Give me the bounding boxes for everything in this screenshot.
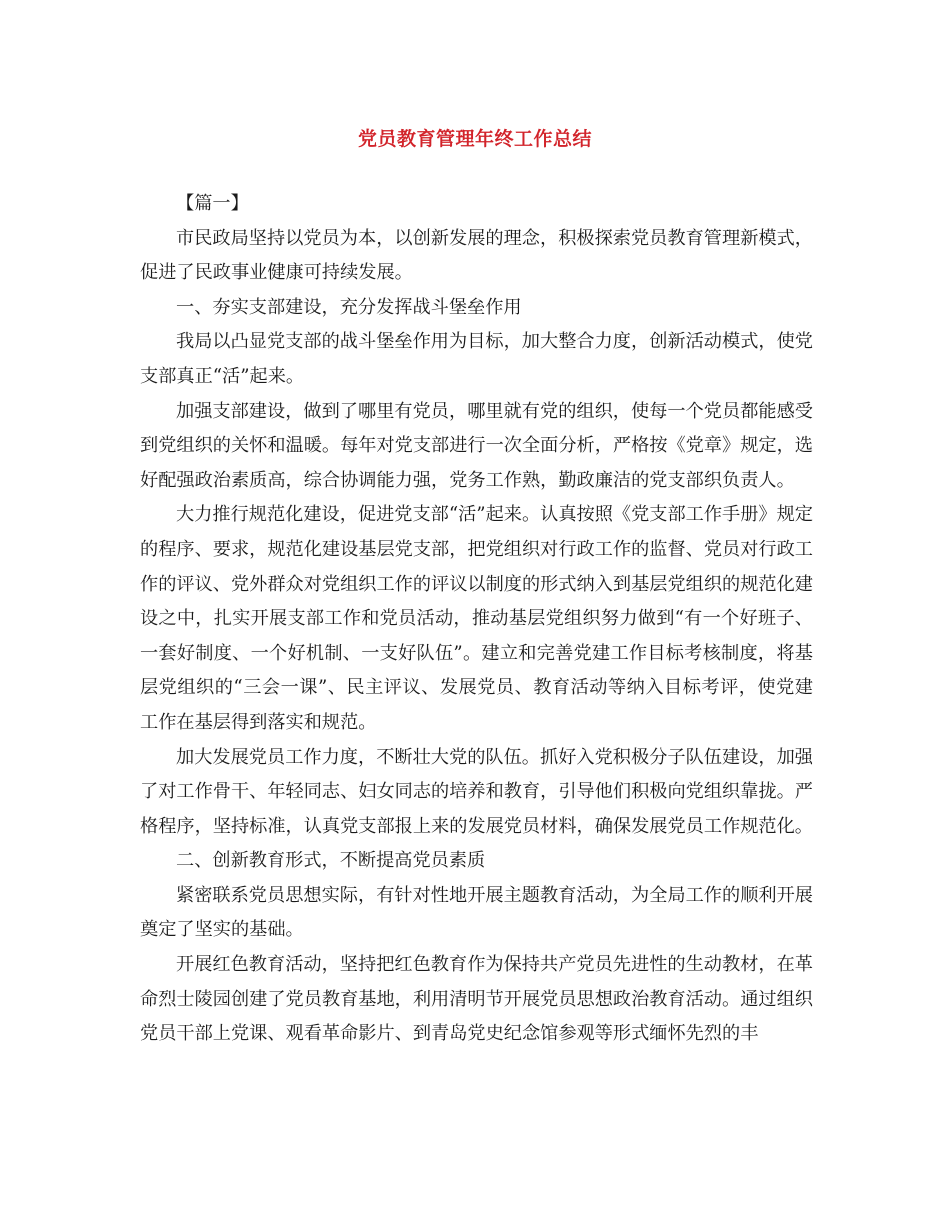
section-marker: 【篇一】 [176,193,249,214]
section-heading-2: 二、创新教育形式，不断提高党员素质 [176,850,486,872]
paragraph: 紧密联系党员思想实际，有针对性地开展主题教育活动，为全局工作的顺利开展奠定了坚实的基础。 [140,884,813,941]
section-heading-1: 一、夯实支部建设，充分发挥战斗堡垒作用 [176,296,522,318]
document-body [140,187,813,1052]
paragraph-intro: 市民政局坚持以党员为本，以创新发展的理念，积极探索党员教育管理新模式，促进了民政事业健康可持续发展。 [140,227,813,284]
paragraph: 开展红色教育活动，坚持把红色教育作为保持共产党员先进性的生动教材，在革命烈士陵园创建了党员教育基地，利用清明节开展党员思想政治教育活动。通过组织党员干部上党课、观看革命影片、到青岛党史纪念馆参观等形式缅怀先烈的丰 [140,954,813,1045]
paragraph: 大力推行规范化建设，促进党支部“活”起来。认真按照《党支部工作手册》规定的程序、要求，规范化建设基层党支部，把党组织对行政工作的监督、党员对行政工作的评议、党外群众对党组织工作的评议以制度的形式纳入到基层党组织的规范化建设之中，扎实开展支部工作和党员活动，推动基层党组织努力做到“有一个好班子、一套好制度、一个好机制、一支好队伍”。建立和完善党建工作目标考核制度，将基层党组织的“三会一课”、民主评议、发展党员、教育活动等纳入目标考评，使党建工作在基层得到落实和规范。 [140,504,813,733]
paragraph: 加强支部建设，做到了哪里有党员，哪里就有党的组织，使每一个党员都能感受到党组织的关怀和温暖。每年对党支部进行一次全面分析，严格按《党章》规定，选好配强政治素质高，综合协调能力强，党务工作熟，勤政廉洁的党支部织负责人。 [140,400,813,491]
document-title: 党员教育管理年终工作总结 [357,128,592,150]
paragraph: 我局以凸显党支部的战斗堡垒作用为目标，加大整合力度，创新活动模式，使党支部真正“活”起来。 [140,331,813,387]
paragraph: 加大发展党员工作力度，不断壮大党的队伍。抓好入党积极分子队伍建设，加强了对工作骨干、年轻同志、妇女同志的培养和教育，引导他们积极向党组织靠拢。严格程序，坚持标准，认真党支部报上来的发展党员材料，确保发展党员工作规范化。 [140,746,813,837]
